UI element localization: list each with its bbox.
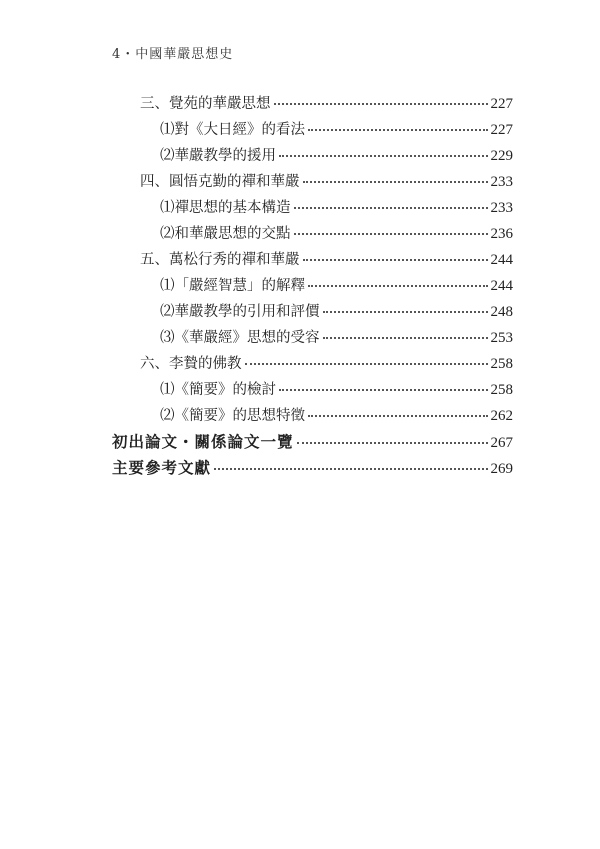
toc-entry bbox=[112, 326, 513, 352]
toc-entry bbox=[112, 144, 513, 170]
toc-entry-page: 253 bbox=[490, 330, 513, 346]
dot-leader bbox=[294, 233, 488, 235]
toc-entry-page: 248 bbox=[490, 304, 513, 320]
toc-entry bbox=[112, 456, 513, 482]
toc-entry bbox=[112, 378, 513, 404]
table-of-contents bbox=[112, 92, 513, 482]
dot-leader bbox=[297, 442, 488, 444]
toc-entry-title: ⑵華嚴教學的援用 bbox=[160, 148, 276, 164]
toc-entry-title: 五、萬松行秀的禪和華嚴 bbox=[140, 252, 300, 268]
dot-leader bbox=[303, 259, 488, 261]
toc-entry bbox=[112, 248, 513, 274]
toc-entry-title: 初出論文・關係論文一覽 bbox=[112, 432, 294, 451]
toc-entry bbox=[112, 118, 513, 144]
toc-entry-title: 四、圓悟克勤的禪和華嚴 bbox=[140, 174, 300, 190]
toc-entry-title: 六、李贄的佛教 bbox=[140, 356, 242, 372]
toc-entry bbox=[112, 274, 513, 300]
toc-entry-title: ⑴《簡要》的檢討 bbox=[160, 382, 276, 398]
dot-leader bbox=[214, 468, 487, 470]
toc-entry-title: 主要參考文獻 bbox=[112, 458, 212, 477]
toc-entry-page: 267 bbox=[490, 435, 513, 451]
dot-leader bbox=[323, 337, 488, 339]
dot-leader bbox=[308, 129, 488, 131]
toc-entry-title: ⑵和華嚴思想的交點 bbox=[160, 226, 291, 242]
toc-entry bbox=[112, 430, 513, 456]
toc-entry bbox=[112, 404, 513, 430]
toc-entry-title: 三、覺苑的華嚴思想 bbox=[140, 96, 271, 112]
toc-entry-page: 233 bbox=[490, 174, 513, 190]
toc-entry-page: 258 bbox=[490, 356, 513, 372]
toc-entry-page: 233 bbox=[490, 200, 513, 216]
toc-entry bbox=[112, 196, 513, 222]
toc-entry bbox=[112, 170, 513, 196]
dot-leader bbox=[308, 415, 488, 417]
toc-entry bbox=[112, 352, 513, 378]
dot-leader bbox=[274, 103, 488, 105]
toc-entry-page: 227 bbox=[490, 122, 513, 138]
toc-entry-title: ⑶《華嚴經》思想的受容 bbox=[160, 330, 320, 346]
toc-entry-page: 229 bbox=[490, 148, 513, 164]
toc-entry-page: 236 bbox=[490, 226, 513, 242]
dot-leader bbox=[303, 181, 488, 183]
toc-entry-page: 244 bbox=[490, 278, 513, 294]
toc-entry bbox=[112, 300, 513, 326]
toc-entry bbox=[112, 92, 513, 118]
dot-leader bbox=[279, 155, 488, 157]
toc-entry bbox=[112, 222, 513, 248]
toc-entry-page: 227 bbox=[490, 96, 513, 112]
dot-leader bbox=[294, 207, 488, 209]
dot-leader bbox=[279, 389, 488, 391]
toc-entry-page: 258 bbox=[490, 382, 513, 398]
toc-entry-title: ⑴禪思想的基本構造 bbox=[160, 200, 291, 216]
toc-entry-title: ⑵《簡要》的思想特徵 bbox=[160, 408, 305, 424]
running-header: 4・中國華嚴思想史 bbox=[112, 47, 234, 62]
toc-entry-page: 262 bbox=[490, 408, 513, 424]
toc-entry-title: ⑵華嚴教學的引用和評價 bbox=[160, 304, 320, 320]
dot-leader bbox=[245, 363, 488, 365]
toc-entry-title: ⑴對《大日經》的看法 bbox=[160, 122, 305, 138]
toc-entry-page: 269 bbox=[490, 461, 513, 477]
dot-leader bbox=[308, 285, 488, 287]
dot-leader bbox=[323, 311, 488, 313]
toc-entry-page: 244 bbox=[490, 252, 513, 268]
toc-entry-title: ⑴「嚴經智慧」的解釋 bbox=[160, 278, 305, 294]
